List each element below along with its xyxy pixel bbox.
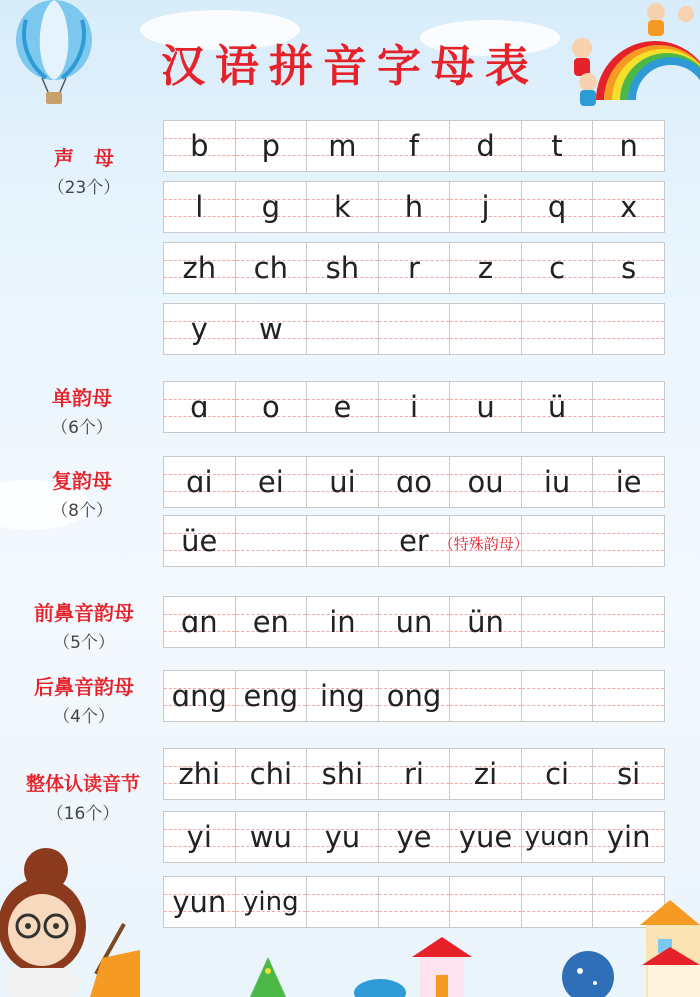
pinyin-cell — [521, 811, 594, 863]
pinyin-text: sh — [325, 251, 360, 285]
pinyin-text: j — [481, 190, 490, 224]
pinyin-cell — [235, 381, 308, 433]
pinyin-text: un — [395, 605, 433, 639]
pinyin-text: t — [551, 129, 563, 163]
pinyin-cell-empty — [592, 381, 665, 433]
pinyin-text: shi — [321, 757, 364, 791]
pinyin-text: wu — [249, 820, 292, 854]
pinyin-cell-empty — [449, 876, 522, 928]
pinyin-cell — [378, 120, 451, 172]
pinyin-cell-empty — [592, 670, 665, 722]
pinyin-text: e — [333, 390, 352, 424]
pinyin-text: k — [334, 190, 351, 224]
pinyin-cell — [235, 303, 308, 355]
pinyin-cell — [306, 456, 379, 508]
pinyin-text: yu — [324, 820, 361, 854]
pinyin-text: in — [329, 605, 356, 639]
pinyin-cell — [378, 456, 451, 508]
pinyin-text: yue — [458, 820, 513, 854]
group-count: （6个） — [51, 418, 113, 438]
pinyin-cell — [163, 456, 236, 508]
pinyin-row — [163, 181, 671, 233]
pinyin-cell — [235, 670, 308, 722]
pinyin-text: d — [476, 129, 495, 163]
pinyin-text: zh — [182, 251, 217, 285]
group-label-compound-finals — [14, 469, 150, 523]
pinyin-cell-empty — [521, 303, 594, 355]
pinyin-text: i — [409, 390, 418, 424]
pinyin-text: ong — [386, 679, 442, 713]
pinyin-cell — [306, 748, 379, 800]
group-count: （8个） — [51, 501, 113, 521]
pinyin-cell — [521, 120, 594, 172]
pinyin-cell — [592, 811, 665, 863]
group-count: （5个） — [53, 633, 115, 653]
pinyin-cell — [306, 242, 379, 294]
pinyin-cell — [163, 120, 236, 172]
pinyin-text: q — [547, 190, 567, 224]
pinyin-text: ün — [467, 605, 504, 639]
pinyin-text: ei — [257, 465, 284, 499]
pinyin-cell — [163, 181, 236, 233]
pinyin-cell-empty — [306, 303, 379, 355]
teacher-girl-illustration — [0, 838, 140, 997]
pinyin-cell — [378, 811, 451, 863]
pinyin-cell-empty — [306, 515, 379, 567]
pinyin-text: g — [261, 190, 281, 224]
pinyin-cell — [163, 515, 236, 567]
pinyin-cell — [306, 670, 379, 722]
pinyin-text: ü — [547, 390, 567, 424]
pinyin-text: ɑng — [171, 679, 227, 713]
pinyin-cell — [163, 303, 236, 355]
pinyin-row — [163, 748, 671, 800]
pinyin-cell — [592, 242, 665, 294]
pinyin-cell — [235, 596, 308, 648]
pinyin-cell — [449, 596, 522, 648]
group-name: 声 母 — [54, 146, 114, 170]
pinyin-cell — [235, 181, 308, 233]
pinyin-cell — [592, 748, 665, 800]
pinyin-text: m — [328, 129, 357, 163]
pinyin-cell — [521, 748, 594, 800]
pinyin-text: y — [190, 312, 208, 346]
pinyin-text: h — [404, 190, 424, 224]
pinyin-row — [163, 811, 671, 863]
pinyin-text: ye — [396, 820, 432, 854]
pinyin-text: n — [619, 129, 638, 163]
pinyin-cell — [592, 181, 665, 233]
pinyin-cell — [306, 181, 379, 233]
pinyin-text: l — [195, 190, 204, 224]
pinyin-cell — [521, 181, 594, 233]
pinyin-text: eng — [243, 679, 299, 713]
pinyin-cell — [163, 748, 236, 800]
group-label-front-nasal — [14, 601, 154, 655]
pinyin-text: p — [261, 129, 281, 163]
pinyin-cell — [306, 381, 379, 433]
pinyin-cell — [449, 811, 522, 863]
pinyin-cell — [235, 120, 308, 172]
pinyin-text: ɑn — [180, 605, 218, 639]
pinyin-text: s — [621, 251, 637, 285]
pinyin-text: en — [252, 605, 289, 639]
pinyin-cell — [378, 515, 529, 567]
pinyin-text: b — [190, 129, 209, 163]
pinyin-row — [163, 596, 671, 648]
pinyin-cell — [378, 670, 451, 722]
pinyin-text: ri — [403, 757, 424, 791]
pinyin-cell — [592, 120, 665, 172]
pinyin-cell — [449, 748, 522, 800]
pinyin-cell — [378, 748, 451, 800]
pinyin-cell — [378, 242, 451, 294]
pinyin-cell — [163, 670, 236, 722]
pinyin-cell — [235, 811, 308, 863]
pinyin-row — [163, 515, 671, 567]
pinyin-cell-empty — [592, 303, 665, 355]
pinyin-text: ch — [253, 251, 288, 285]
er-special-note: （特殊韵母） — [438, 535, 529, 553]
pinyin-cell-empty — [235, 515, 308, 567]
pinyin-text: f — [408, 129, 420, 163]
pinyin-text: ou — [467, 465, 504, 499]
group-name: 单韵母 — [52, 386, 112, 410]
pinyin-text: zi — [473, 757, 498, 791]
group-count: （16个） — [46, 804, 120, 824]
page-title: 汉语拼音字母表 — [161, 41, 539, 92]
group-label-initials — [14, 146, 154, 200]
pinyin-text: yun — [172, 885, 227, 919]
pinyin-text: ing — [319, 679, 365, 713]
pinyin-row — [163, 876, 671, 928]
group-name: 前鼻音韵母 — [34, 601, 134, 625]
pinyin-cell-empty — [378, 303, 451, 355]
pinyin-cell — [235, 242, 308, 294]
pinyin-cell-empty — [521, 876, 594, 928]
pinyin-cell — [163, 242, 236, 294]
pinyin-text: ying — [243, 887, 299, 917]
group-name: 复韵母 — [52, 469, 112, 493]
group-count: （23个） — [47, 178, 121, 198]
pinyin-cell — [163, 381, 236, 433]
pinyin-text: ɑo — [395, 465, 433, 499]
pinyin-row — [163, 303, 671, 355]
pinyin-cell — [449, 120, 522, 172]
pinyin-row — [163, 670, 671, 722]
pinyin-cell — [449, 181, 522, 233]
pinyin-cell — [306, 120, 379, 172]
pinyin-text: u — [476, 390, 495, 424]
pinyin-cell — [306, 811, 379, 863]
pinyin-text: er — [399, 524, 429, 558]
pinyin-text: ie — [615, 465, 642, 499]
pinyin-cell-empty — [592, 515, 665, 567]
pinyin-cell-empty — [592, 596, 665, 648]
pinyin-cell-empty — [449, 670, 522, 722]
group-count: （4个） — [53, 707, 115, 727]
pinyin-cell — [163, 596, 236, 648]
pinyin-text: ɑi — [186, 465, 213, 499]
pinyin-text: zhi — [178, 757, 221, 791]
pinyin-cell-empty — [521, 670, 594, 722]
pinyin-row — [163, 381, 671, 433]
pinyin-cell — [449, 456, 522, 508]
pinyin-text: iu — [543, 465, 571, 499]
group-label-simple-finals — [14, 386, 150, 440]
pinyin-cell-empty — [521, 596, 594, 648]
pinyin-cell — [592, 456, 665, 508]
pinyin-cell — [235, 456, 308, 508]
pinyin-text: w — [258, 312, 283, 346]
pinyin-text: yuɑn — [524, 822, 590, 852]
pinyin-text: c — [549, 251, 566, 285]
pinyin-cell-empty — [306, 876, 379, 928]
pinyin-cell — [163, 811, 236, 863]
pinyin-cell — [449, 381, 522, 433]
pinyin-text: x — [620, 190, 638, 224]
bottom-scenery-illustration — [140, 937, 640, 997]
pinyin-cell — [521, 242, 594, 294]
pinyin-text: o — [261, 390, 280, 424]
pinyin-text: ui — [329, 465, 356, 499]
pinyin-text: ɑ — [190, 390, 209, 424]
house-illustration — [640, 895, 700, 997]
pinyin-text: ci — [545, 757, 570, 791]
pinyin-cell — [163, 876, 236, 928]
pinyin-cell — [306, 596, 379, 648]
pinyin-cell-empty — [378, 876, 451, 928]
pinyin-text: r — [408, 251, 420, 285]
pinyin-cell — [378, 381, 451, 433]
pinyin-cell — [378, 181, 451, 233]
pinyin-text: chi — [249, 757, 293, 791]
pinyin-cell — [521, 381, 594, 433]
pinyin-cell — [378, 596, 451, 648]
pinyin-row — [163, 120, 671, 172]
group-name: 整体认读音节 — [25, 773, 140, 795]
pinyin-text: yi — [186, 820, 212, 854]
pinyin-cell — [449, 242, 522, 294]
pinyin-text: yin — [606, 820, 651, 854]
pinyin-cell — [521, 456, 594, 508]
pinyin-text: üe — [181, 524, 218, 558]
pinyin-row — [163, 456, 671, 508]
pinyin-cell — [235, 876, 308, 928]
pinyin-row — [163, 242, 671, 294]
pinyin-cell — [235, 748, 308, 800]
pinyin-cell-empty — [521, 515, 594, 567]
pinyin-cell-empty — [449, 303, 522, 355]
pinyin-text: si — [617, 757, 641, 791]
pinyin-text: z — [477, 251, 494, 285]
group-name: 后鼻音韵母 — [34, 675, 134, 699]
group-label-back-nasal — [14, 675, 154, 729]
group-label-whole-syllables — [6, 772, 160, 826]
